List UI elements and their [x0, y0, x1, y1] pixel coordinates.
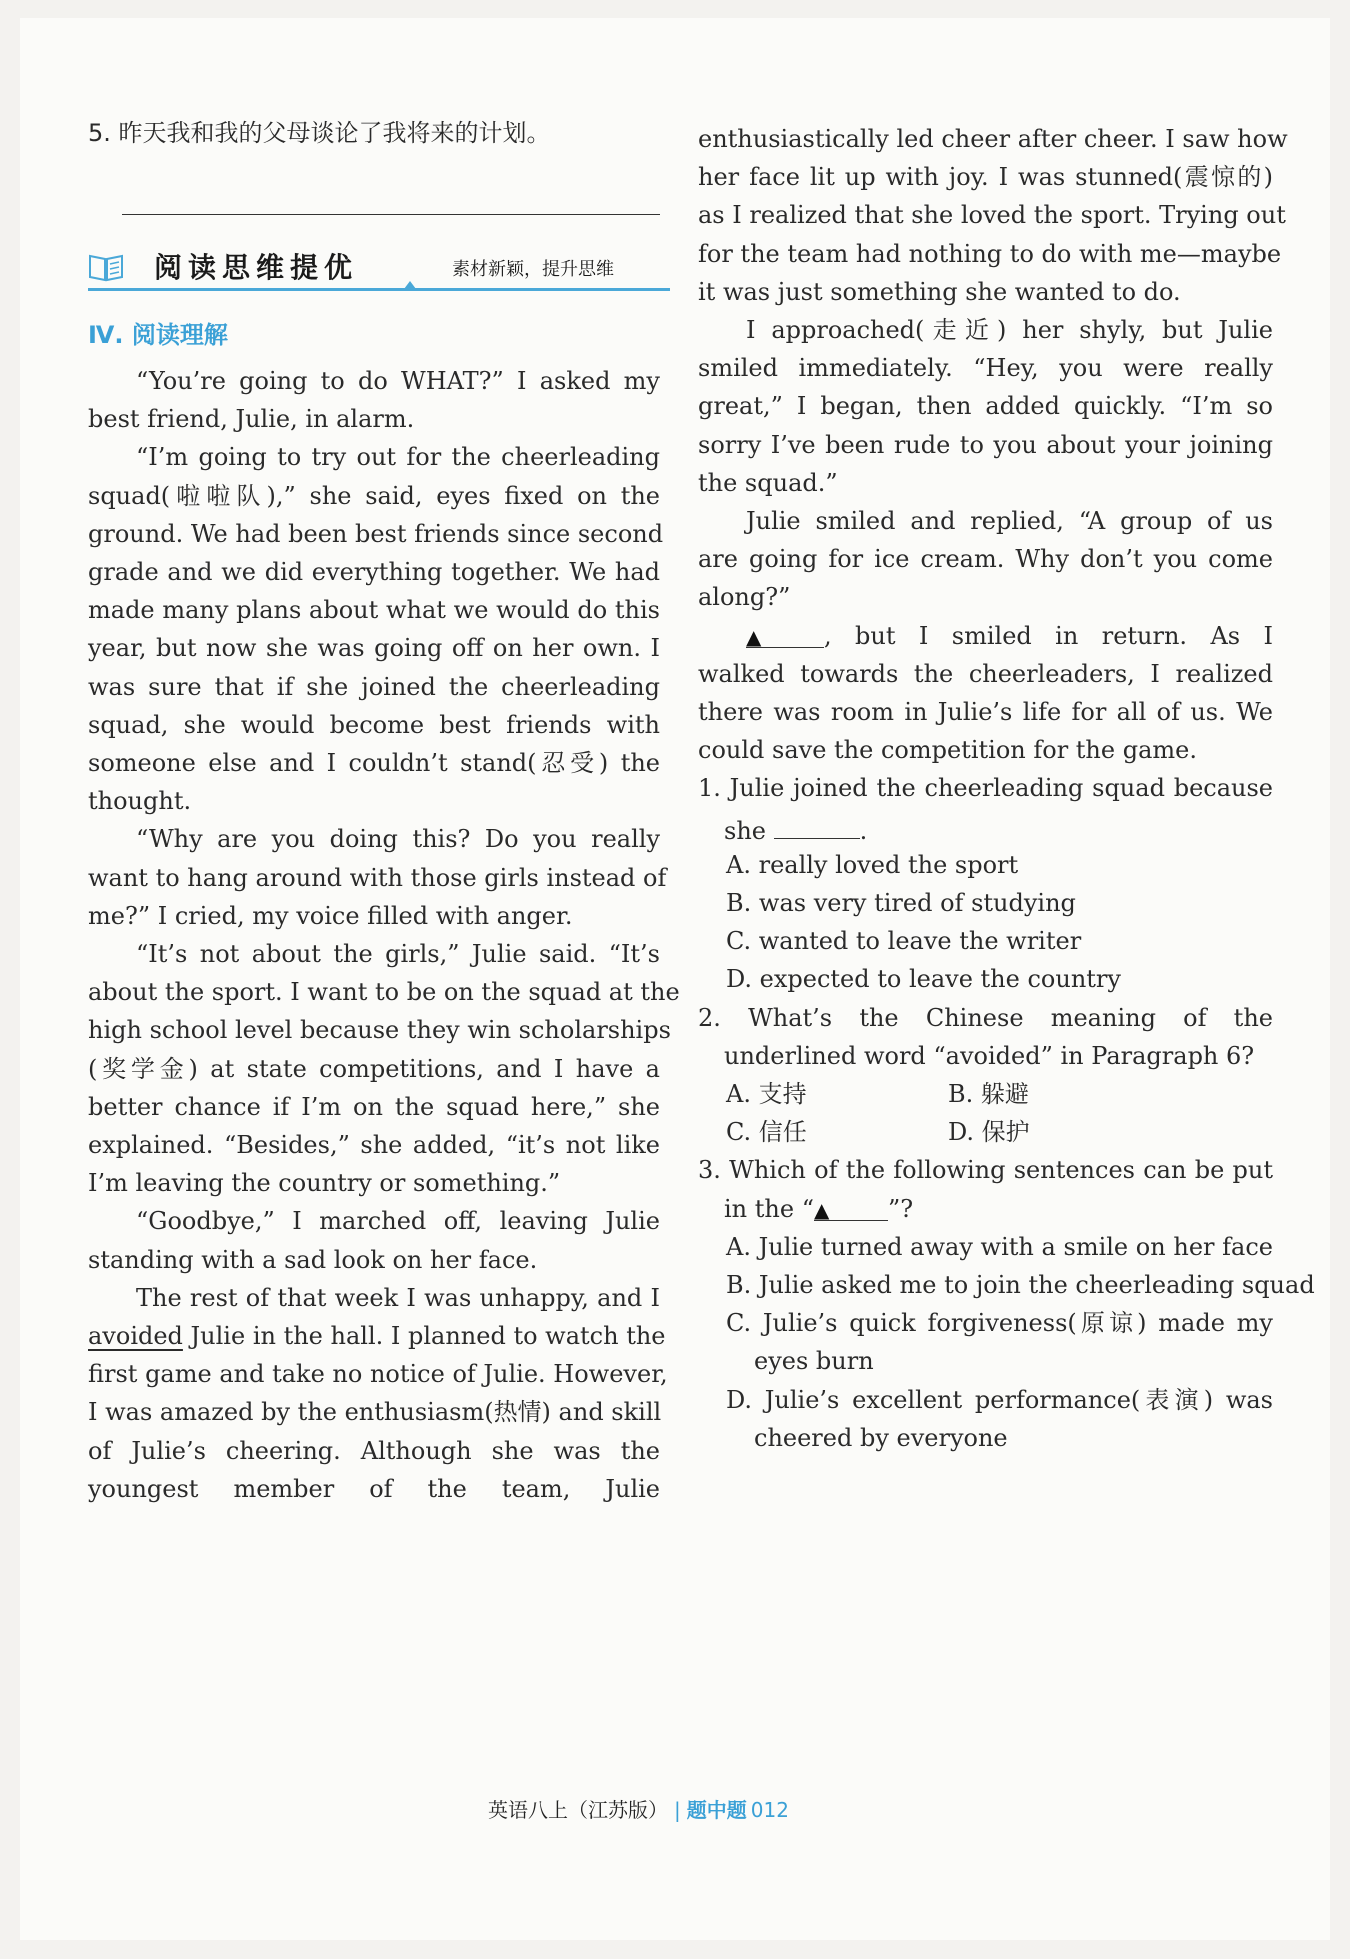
- text-line: D. Julie’s excellent performance(表演) was: [726, 1385, 1273, 1414]
- text-line: year, but now she was going off on her own. I: [88, 634, 660, 663]
- line-text: .: [859, 816, 868, 845]
- text-line: B. Julie asked me to join the cheerleading squad: [726, 1271, 1315, 1299]
- text-line: it was just something she wanted to do.: [698, 277, 1181, 306]
- option-a-text: C. 信任: [726, 1118, 807, 1147]
- page-number: 012: [750, 1798, 789, 1822]
- text-line: first game and take no notice of Julie. However,: [88, 1360, 668, 1389]
- answer-blank: [774, 812, 860, 839]
- text-line: along?”: [698, 583, 791, 612]
- text-line: “It’s not about the girls,” Julie said. “It’s: [136, 940, 660, 968]
- text-line: “You’re going to do WHAT?” I asked my: [136, 367, 660, 395]
- banner-rule: [88, 288, 670, 291]
- text-line: D. expected to leave the country: [726, 965, 1121, 994]
- text-line: high school level because they win scholarships: [88, 1016, 671, 1045]
- text-line: someone else and I couldn’t stand(忍受) the: [88, 749, 660, 777]
- text-line: walked towards the cheerleaders, I realized: [698, 659, 1273, 688]
- text-line: of Julie’s cheering. Although she was the: [88, 1436, 660, 1465]
- reading-banner: [88, 248, 670, 292]
- text-line: smiled immediately. “Hey, you were really: [698, 354, 1273, 383]
- text-line: I approached(走近) her shyly, but Julie: [746, 316, 1273, 344]
- text-line: A. really loved the sport: [726, 850, 1019, 879]
- banner-marker: [404, 281, 416, 289]
- text-line: C. wanted to leave the writer: [726, 927, 1082, 956]
- text-line: enthusiastically led cheer after cheer. I saw how: [698, 125, 1288, 153]
- text-line: (奖学金) at state competitions, and I have a: [88, 1054, 660, 1083]
- text-line: [88, 1321, 666, 1351]
- text-line: made many plans about what we would do this: [88, 596, 660, 625]
- text-line: her face lit up with joy. I was stunned(震惊的): [698, 163, 1273, 192]
- text-line: Julie smiled and replied, “A group of us: [746, 507, 1273, 535]
- text-line: grade and we did everything together. We had: [88, 558, 660, 586]
- triangle-marker: ▲: [813, 1197, 830, 1222]
- text-line: better chance if I’m on the squad here,” she: [88, 1092, 660, 1121]
- text-line: thought.: [88, 787, 192, 816]
- footer-book: 英语八上（江苏版）: [488, 1798, 668, 1822]
- text-line: the squad.”: [698, 468, 838, 497]
- text-line: about the sport. I want to be on the squad at the: [88, 978, 680, 1007]
- text-line: there was room in Julie’s life for all of us. We: [698, 698, 1273, 726]
- text-line: squad, she would become best friends with: [88, 710, 660, 739]
- option-b-text: B. 躲避: [948, 1080, 1029, 1108]
- page-footer: [488, 1795, 789, 1825]
- line-text: Julie in the hall. I planned to watch the: [182, 1322, 666, 1350]
- text-line: best friend, Julie, in alarm.: [88, 405, 415, 434]
- text-line: [724, 812, 1273, 845]
- text-line: [724, 1194, 1273, 1224]
- line-text: she: [724, 816, 774, 845]
- text-line: B. was very tired of studying: [726, 889, 1076, 917]
- text-line: could save the competition for the game.: [698, 736, 1197, 765]
- text-line: was sure that if she joined the cheerleading: [88, 672, 660, 701]
- text-line: “Why are you doing this? Do you really: [136, 825, 660, 854]
- text-line: I was amazed by the enthusiasm(热情) and skill: [88, 1398, 662, 1427]
- text-line: me?” I cried, my voice filled with anger.: [88, 901, 573, 930]
- text-line: squad(啦啦队),” she said, eyes fixed on the: [88, 481, 660, 510]
- answer-blank: [814, 1194, 888, 1221]
- banner-title: 阅读思维提优: [154, 251, 359, 284]
- text-line: youngest member of the team, Julie: [88, 1474, 660, 1503]
- text-line: for the team had nothing to do with me—maybe: [698, 239, 1282, 268]
- text-line: 1. Julie joined the cheerleading squad because: [698, 774, 1273, 803]
- book-icon: [88, 252, 124, 282]
- section-title: Ⅳ. 阅读理解: [88, 321, 228, 349]
- text-line: A. Julie turned away with a smile on her face: [726, 1232, 1273, 1261]
- footer-divider: |: [674, 1798, 681, 1822]
- text-line: as I realized that she loved the sport. Trying out: [698, 201, 1286, 230]
- text-line: ground. We had been best friends since second: [88, 519, 664, 548]
- underlined-word: avoided: [88, 1322, 183, 1350]
- translation-question-5: 5. 昨天我和我的父母谈论了我将来的计划。: [88, 119, 551, 147]
- text-line: are going for ice cream. Why don’t you come: [698, 545, 1273, 574]
- text-line: “Goodbye,” I marched off, leaving Julie: [136, 1207, 660, 1236]
- text-line: [726, 1117, 1301, 1147]
- line-text: ”?: [887, 1194, 914, 1223]
- text-line: underlined word “avoided” in Paragraph 6?: [724, 1041, 1255, 1070]
- text-line: C. Julie’s quick forgiveness(原谅) made my: [726, 1309, 1273, 1338]
- text-line: standing with a sad look on her face.: [88, 1245, 538, 1274]
- line-text: in the “: [724, 1194, 814, 1223]
- triangle-marker: ▲: [746, 624, 762, 649]
- footer-brand: 题中题: [686, 1798, 747, 1822]
- text-line: [746, 621, 1273, 651]
- text-line: want to hang around with those girls instead of: [88, 863, 667, 892]
- line-text: , but I smiled in return. As I: [824, 621, 1273, 650]
- text-line: great,” I began, then added quickly. “I’m so: [698, 392, 1273, 421]
- text-line: I’m leaving the country or something.”: [88, 1169, 561, 1198]
- text-line: 3. Which of the following sentences can be put: [698, 1156, 1273, 1185]
- option-b-text: D. 保护: [948, 1118, 1030, 1147]
- text-line: cheered by everyone: [754, 1423, 1008, 1452]
- text-line: [726, 1079, 1301, 1109]
- text-line: “I’m going to try out for the cheerleading: [136, 443, 660, 472]
- answer-blank: [746, 621, 824, 648]
- text-line: sorry I’ve been rude to you about your joining: [698, 430, 1273, 459]
- text-line: The rest of that week I was unhappy, and I: [136, 1283, 660, 1312]
- text-line: eyes burn: [754, 1347, 874, 1376]
- text-line: explained. “Besides,” she added, “it’s not like: [88, 1131, 660, 1159]
- option-a-text: A. 支持: [726, 1080, 807, 1108]
- banner-subtitle: 素材新颖，提升思维: [452, 259, 614, 280]
- text-line: 2. What’s the Chinese meaning of the: [698, 1003, 1273, 1032]
- answer-line: [122, 214, 660, 215]
